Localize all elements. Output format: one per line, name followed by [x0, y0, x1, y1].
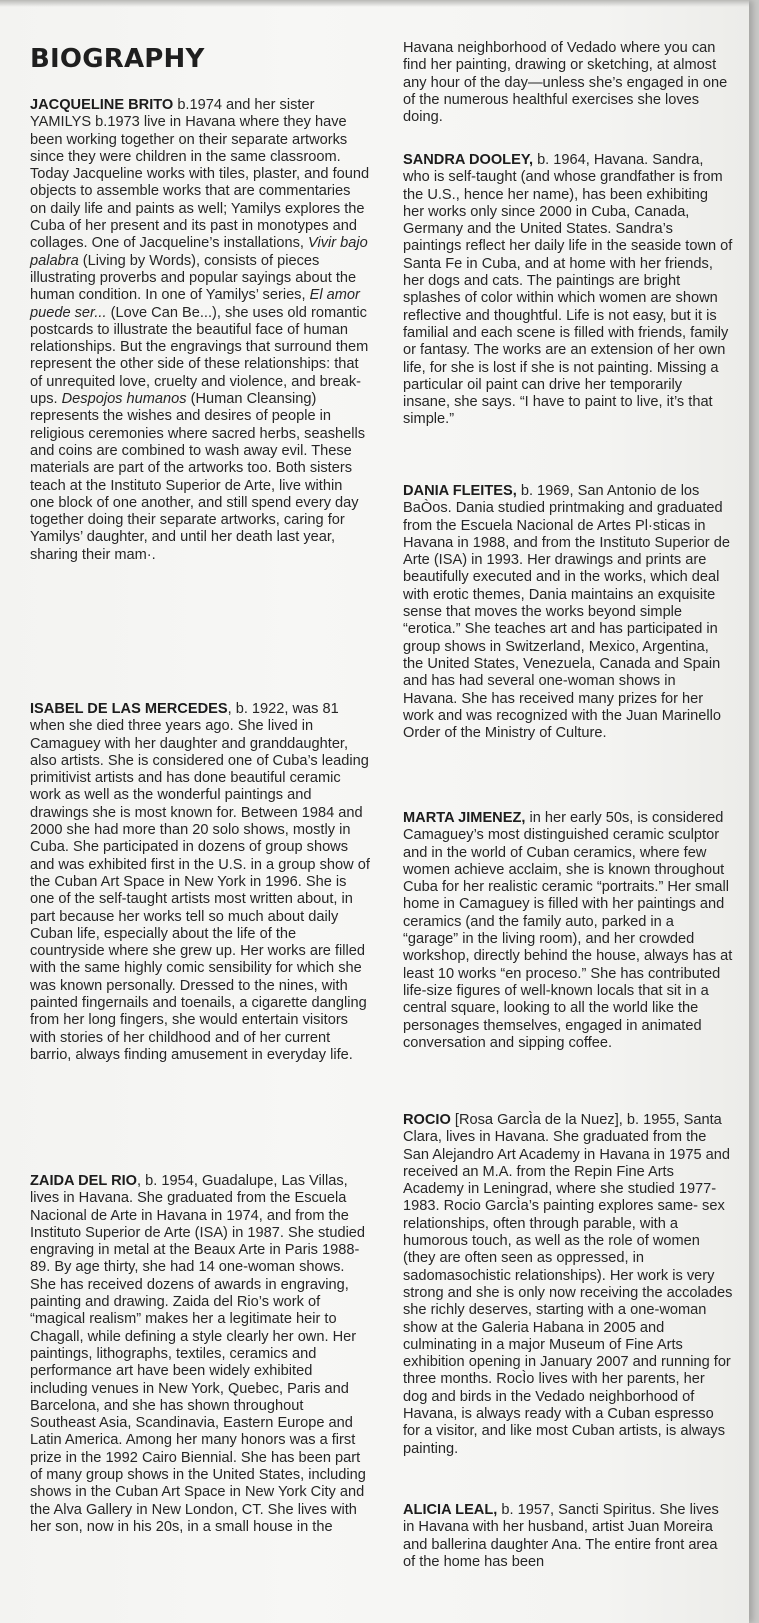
- entry-mercedes: [30, 701, 370, 1064]
- artist-name: SANDRA DOOLEY,: [403, 152, 534, 168]
- entry-text: Havana neighborhood of Vedado where you can find her painting, drawing or sketching, at almost any hour of the day—unless she’s engaged in one of the numerous healthful exercises she loves doing.: [403, 40, 728, 126]
- artist-name: DANIA FLEITES,: [403, 483, 517, 499]
- entry-text: (Human Cleansing) represents the wishes and desires of people in religious ceremonies where sacred herbs, seashells and coins are combined to wash away evil. These materials are part of the artworks too. Both sisters teach at the Instituto Superior de Arte, live within one block of one another, and still spend every day together doing their separate artworks, caring for Yamilys’ daughter, and until her death last year, sharing their mam·.: [30, 391, 366, 563]
- entry-fleites: [403, 483, 733, 742]
- entry-text: b. 1969, San Antonio de los BaÒos. Dania studied printmaking and graduated from the Escuela Nacional de Artes Pl·sticas in Havana in 1988, and from the Instituto Superior de Arte (ISA) in 1993. Her drawings and prints are beautifully executed and in the works, which deal with erotic themes, Dania maintains an exquisite sense that moves the works beyond simple “erotica.” She teaches art and has participated in group shows in Switzerland, Mexico, Argentina, the United States, Venezuela, Canada and Spain and has had several one-woman shows in Havana. She has received many prizes for her work and was recognized with the Juan Marinello Order of the Ministry of Culture.: [403, 483, 730, 742]
- entry-text: , b. 1954, Guadalupe, Las Villas, lives in Havana. She graduated from the Escuela Nacional de Arte in Havana in 1974, and from the Instituto Superior de Arte (ISA) in 1987. She studied engraving in metal at the Beaux Arte in Paris 1988-89. By age thirty, she had 14 one-woman shows. She has received dozens of awards in engraving, painting and drawing. Zaida del Rio’s work of “magical realism” makes her a legitimate heir to Chagall, while defining a style clearly her own. Her paintings, lithographs, textiles, ceramics and performance art have been widely exhibited including venues in New York, Quebec, Paris and Barcelona, and she has shown throughout Southeast Asia, Scandinavia, Eastern Europe and Latin America. Among her many honors was a first prize in the 1992 Cairo Biennial. She has been part of many group shows in the United States, including shows in the Cuban Art Space in New York City and the Alva Gallery in New London, CT. She lives with her son, now in his 20s, in a small house in the: [30, 1173, 366, 1535]
- entry-brito: [30, 97, 370, 564]
- entry-leal: [403, 1502, 733, 1571]
- artist-name: JACQUELINE BRITO: [30, 97, 174, 113]
- entry-rocio: [403, 1112, 733, 1458]
- entry-del-rio-continued: [403, 40, 733, 126]
- panel-top-edge: [0, 0, 749, 7]
- entry-dooley: [403, 152, 733, 429]
- artist-name: ROCIO: [403, 1112, 451, 1128]
- entry-text: b. 1957, Sancti Spiritus. She lives in Havana with her husband, artist Juan Moreira and ballerina daughter Ana. The entire front area of the home has been: [403, 1502, 719, 1570]
- artwork-title: El amor puede ser...: [30, 287, 360, 321]
- entry-jimenez: [403, 810, 733, 1052]
- entry-del-rio: [30, 1173, 370, 1536]
- entry-text: in her early 50s, is considered Camaguey’s most distinguished ceramic sculptor and in the world of Cuban ceramics, where few women achieve acclaim, she is known throughout Cuba for her realistic ceramic “portraits.” Her small home in Camaguey is filled with her paintings and ceramics (and the family auto, parked in a “garage” in the living room), and her crowded workshop, directly behind the house, always has at least 10 works “en proceso.” She has contributed life-size figures of well-known locals that sit in a central square, looking to all the world like the personages themselves, engaged in animated conversation and sipping coffee.: [403, 810, 733, 1051]
- entry-text: [Rosa GarcÌa de la Nuez], b. 1955, Santa Clara, lives in Havana. She graduated from the San Alejandro Art Academy in Havana in 1975 and received an M.A. from the Repin Fine Arts Academy in Leningrad, where she studied 1977-1983. Rocio GarcÌa’s painting explores same- sex relationships, often through parable, with a humorous touch, as well as the role of women (they are often seen as oppressed, in sadomasochistic relationships). Her work is very strong and she is only now receiving the accolades she richly deserves, starting with a one-woman show at the Galeria Habana in 2005 and culminating in a major Museum of Fine Arts exhibition opening in January 2007 and running for three months. RocÌo lives with her parents, her dog and birds in the Vedado neighborhood of Havana, is always ready with a Cuban espresso for a visitor, and like most Cuban artists, is always painting.: [403, 1112, 733, 1457]
- artist-name: ALICIA LEAL,: [403, 1502, 498, 1518]
- entry-text: b.1974 and her sister YAMILYS b.1973 live in Havana where they have been working together on their separate artworks since they were children in the same classroom. Today Jacqueline works with tiles, plaster, and found objects to assemble works that are commentaries on daily life and paints as well; Yamilys explores the Cuba of her present and its past in monotypes and collages. One of Jacqueline’s installations,: [30, 97, 370, 252]
- entry-text: (Living by Words), consists of pieces illustrating proverbs and popular sayings about the human condition. In one of Yamilys’ series,: [30, 252, 357, 304]
- artwork-title: Vivir bajo palabra: [30, 235, 368, 269]
- artist-name: ZAIDA DEL RIO: [30, 1173, 138, 1189]
- artist-name: ISABEL DE LAS MERCEDES: [30, 701, 228, 717]
- entry-text: b. 1964, Havana. Sandra, who is self-taught (and whose grandfather is from the U.S., hence her name), has been exhibiting her works only since 2000 in Cuba, Canada, Germany and the United States. Sandra’s paintings reflect her daily life in the seaside town of Santa Fe in Cuba, and at home with her friends, her dogs and cats. The paintings are bright splashes of color within which women are shown reflective and thoughtful. Life is not easy, but it is familial and each scene is filled with friends, family or fantasy. The works are an extension of her own life, for she is lost if she is not painting. Missing a particular oil paint can drive her temporarily insane, she says. “I have to paint to live, it’s that simple.”: [403, 152, 733, 428]
- entry-text: , b. 1922, was 81 when she died three years ago. She lived in Camaguey with her daughter and granddaughter, also artists. She is considered one of Cuba’s leading primitivist artists and has done beautiful ceramic work as well as the wonderful paintings and drawings she is most known for. Between 1984 and 2000 she had more than 20 solo shows, mostly in Cuba. She participated in dozens of group shows and was exhibited first in the U.S. in a group show of the Cuban Art Space in New York in 1996. She is one of the self-taught artists most written about, in part because her works tell so much about daily Cuban life, especially about the life of the countryside where she grew up. Her works are filled with the same highly comic sensibility for which she was known personally. Dressed to the nines, with painted fingernails and toenails, a cigarette dangling from her long fingers, she would entertain visitors with stories of her childhood and of her current barrio, always finding amusement in everyday life.: [30, 701, 370, 1063]
- page-title: BIOGRAPHY: [30, 44, 205, 74]
- entry-text: (Love Can Be...), she uses old romantic postcards to illustrate the beautiful face of human relationships. But the engravings that surround them represent the other side of these relationships: that of unrequited love, cruelty and violence, and break-ups.: [30, 304, 369, 408]
- artwork-title: Despojos humanos: [61, 391, 187, 408]
- artist-name: MARTA JIMENEZ,: [403, 810, 526, 826]
